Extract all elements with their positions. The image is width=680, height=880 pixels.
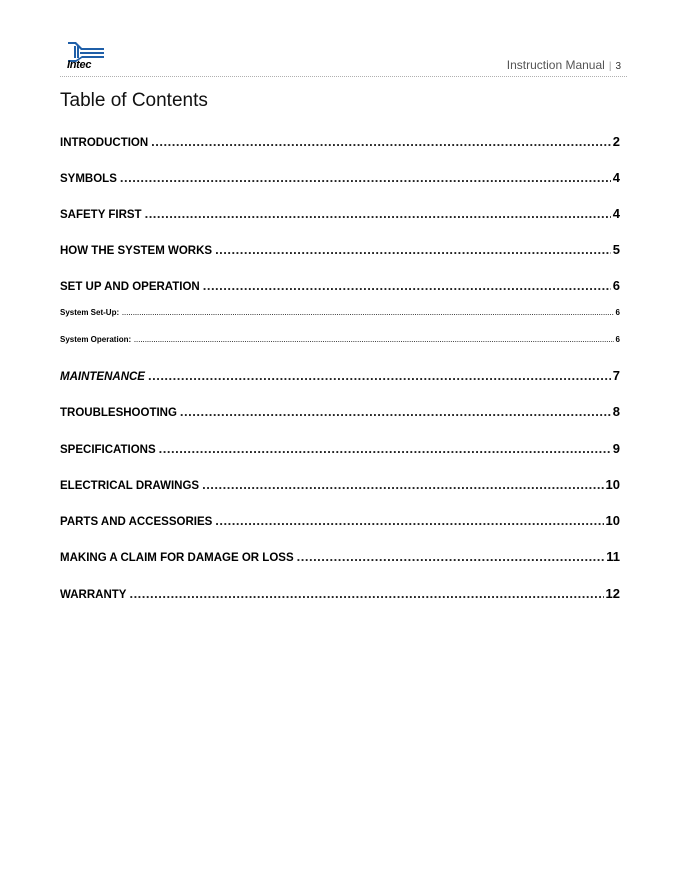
toc-entry[interactable] [60, 308, 620, 317]
toc-entry[interactable] [60, 134, 620, 149]
toc-entry[interactable] [60, 335, 620, 344]
toc-entry-page: 10 [605, 477, 620, 492]
toc-entry-label: WARRANTY [60, 589, 127, 601]
toc-entry-page: 6 [612, 278, 620, 293]
toc-entry[interactable] [60, 441, 620, 456]
dot-leader [202, 477, 603, 492]
toc-entry-page: 11 [606, 549, 620, 564]
toc-entry-label: SPECIFICATIONS [60, 444, 156, 456]
toc-entry-label: ELECTRICAL DRAWINGS [60, 480, 200, 492]
toc-entry[interactable] [60, 278, 620, 293]
dot-leader [180, 404, 611, 419]
page-header [60, 40, 627, 77]
toc-entry-page: 6 [615, 335, 620, 344]
page-title: Table of Contents [60, 90, 208, 111]
dot-leader [215, 513, 603, 528]
toc-entry[interactable] [60, 513, 620, 528]
dot-leader [120, 170, 611, 185]
toc-entry-label: System Operation: [60, 335, 132, 344]
toc-entry-page: 7 [612, 368, 620, 383]
toc-entry-label: SAFETY FIRST [60, 209, 142, 221]
toc-entry[interactable] [60, 368, 620, 383]
manual-label: Instruction Manual [506, 58, 605, 72]
dot-leader [134, 338, 613, 344]
toc-entry[interactable] [60, 549, 620, 564]
toc-entry-page: 4 [612, 170, 620, 185]
toc-entry-label: System Set-Up: [60, 308, 120, 317]
toc-entry-page: 4 [612, 206, 620, 221]
toc-entry-label: HOW THE SYSTEM WORKS [60, 245, 213, 257]
dot-leader [122, 311, 613, 317]
dot-leader [159, 441, 611, 456]
toc-entry[interactable] [60, 170, 620, 185]
dot-leader [151, 134, 611, 149]
toc-entry-page: 9 [612, 441, 620, 456]
toc-entry-label: TROUBLESHOOTING [60, 407, 177, 419]
toc-entry-page: 8 [612, 404, 620, 419]
dot-leader [297, 549, 605, 564]
header-separator: | [608, 61, 612, 72]
dot-leader [145, 206, 611, 221]
logo-text: Intec [67, 59, 92, 71]
toc-entry[interactable] [60, 242, 620, 257]
toc-entry-page: 10 [605, 513, 620, 528]
dot-leader [148, 368, 611, 383]
dot-leader [215, 242, 611, 257]
toc-entry[interactable] [60, 586, 620, 601]
toc-entry[interactable] [60, 404, 620, 419]
toc-entry-page: 6 [615, 308, 620, 317]
toc-entry-label: INTRODUCTION [60, 137, 149, 149]
toc-entry[interactable] [60, 206, 620, 221]
page-number: 3 [615, 61, 621, 72]
toc-entry-label: PARTS AND ACCESSORIES [60, 516, 213, 528]
toc-entry-label: MAINTENANCE [60, 371, 145, 383]
toc-entry-page: 5 [612, 242, 620, 257]
dot-leader [203, 278, 611, 293]
page-reference [507, 58, 621, 72]
toc-entry-label: SYMBOLS [60, 173, 117, 185]
toc-entry-label: MAKING A CLAIM FOR DAMAGE OR LOSS [60, 552, 294, 564]
intec-logo [66, 40, 106, 74]
dot-leader [129, 586, 603, 601]
toc-entry[interactable] [60, 477, 620, 492]
toc-entry-page: 12 [605, 586, 620, 601]
toc-entry-label: SET UP AND OPERATION [60, 281, 200, 293]
toc-entry-page: 2 [612, 134, 620, 149]
